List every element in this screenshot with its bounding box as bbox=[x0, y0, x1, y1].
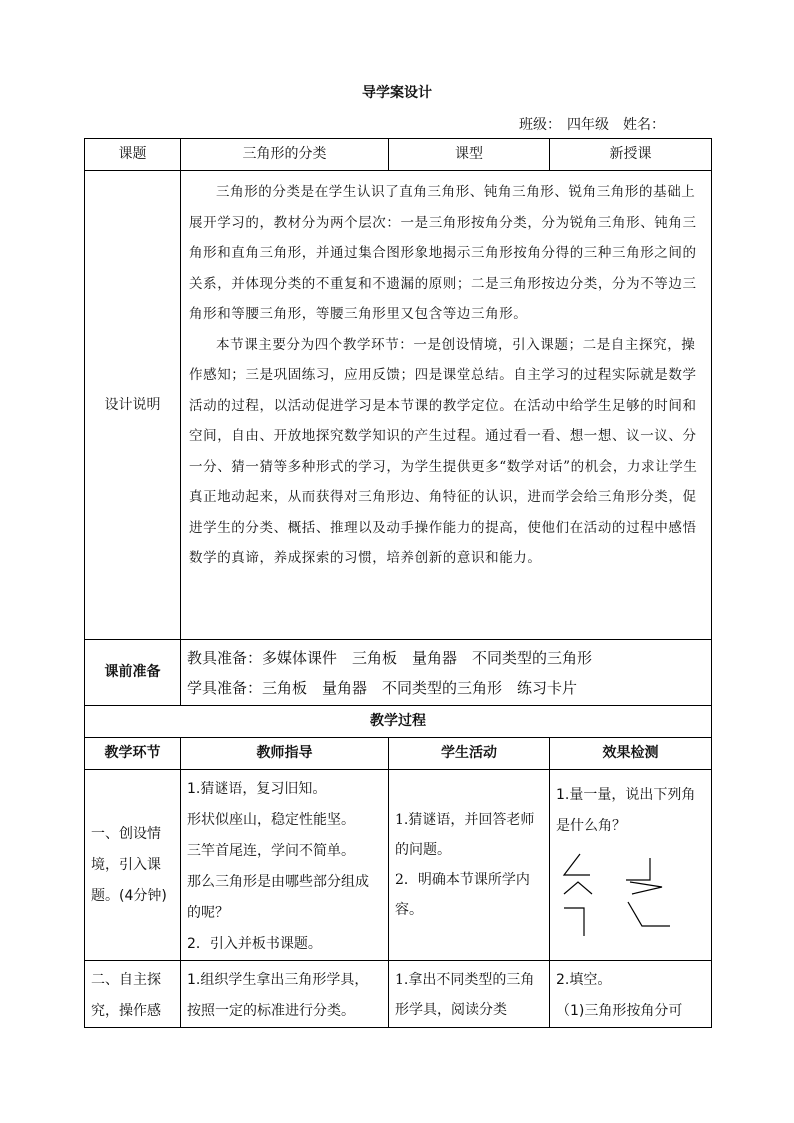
stage-1-row bbox=[85, 770, 712, 961]
check-fill-title: 2.填空。 bbox=[556, 972, 612, 988]
teacher-line: 三竿首尾连，学问不简单。 bbox=[187, 843, 355, 859]
topic-row bbox=[85, 139, 712, 171]
student-line: 2．明确本节课所学内容。 bbox=[395, 872, 530, 918]
stage-1-check bbox=[550, 770, 712, 961]
topic-value: 三角形的分类 bbox=[181, 139, 389, 171]
check-fill-item: （1)三角形按角分可 bbox=[556, 1003, 683, 1019]
student-line: 1.猜谜语，并回答老师的问题。 bbox=[395, 812, 535, 858]
class-name-line bbox=[519, 114, 665, 134]
process-title: 教学过程 bbox=[85, 706, 712, 738]
angle-figure bbox=[630, 882, 662, 894]
col-teacher: 教师指导 bbox=[181, 738, 389, 770]
topic-label: 课题 bbox=[85, 139, 181, 171]
angle-figure bbox=[564, 854, 590, 875]
design-row bbox=[85, 171, 712, 640]
teacher-line: 形状似座山，稳定性能坚。 bbox=[187, 812, 355, 828]
angle-drawings bbox=[556, 850, 706, 960]
stage-2-label: 二、自主探究，操作感 bbox=[85, 961, 181, 1028]
teacher-line: 1.猜谜语，复习旧知。 bbox=[187, 781, 327, 797]
stage-2-check bbox=[550, 961, 712, 1028]
check-question: 1.量一量，说出下列角是什么角？ bbox=[556, 787, 696, 834]
stage-2-row bbox=[85, 961, 712, 1028]
angle-figure bbox=[626, 858, 650, 880]
angle-figure bbox=[564, 882, 592, 894]
prep-teacher: 教具准备：多媒体课件 三角板 量角器 不同类型的三角形 bbox=[187, 648, 593, 667]
design-label: 设计说明 bbox=[85, 171, 181, 640]
teacher-line: 2．引入并板书课题。 bbox=[187, 936, 322, 952]
document-title: 导学案设计 bbox=[362, 85, 432, 101]
lesson-plan-table bbox=[84, 138, 712, 1028]
type-value: 新授课 bbox=[550, 139, 712, 171]
col-stage: 教学环节 bbox=[85, 738, 181, 770]
name-label: 姓名： bbox=[623, 117, 665, 133]
stage-2-teacher: 1.组织学生拿出三角形学具，按照一定的标准进行分类。 bbox=[181, 961, 389, 1028]
stage-1-student bbox=[389, 770, 550, 961]
prep-label: 课前准备 bbox=[85, 640, 181, 706]
design-paragraph-1: 三角形的分类是在学生认识了直角三角形、钝角三角形、锐角三角形的基础上展开学习的，教材分为两个层次：一是三角形按角分类，分为锐角三角形、钝角三角形和直角三角形，并通过集合图形象地揭示三角形按角分得的三种三角形之间的关系，并体现分类的不重复和不遗漏的原则；二是三角形按边分类，分为不等边三角形和等腰三角形，等腰三角形里又包含等边三角形。 bbox=[189, 184, 697, 322]
design-paragraph-2: 本节课主要分为四个教学环节：一是创设情境，引入课题；二是自主探究，操作感知；三是巩固练习，应用反馈；四是课堂总结。自主学习的过程实际就是数学活动的过程，以活动促进学习是本节课的教学定位。在活动中给学生足够的时间和空间，自由、开放地探究数学知识的产生过程。通过看一看、想一想、议一议、分一分、猜一猜等多种形式的学习，为学生提供更多“数学对话”的机会，力求让学生真正地动起来，从而获得对三角形边、角特征的认识，进而学会给三角形分类，促进学生的分类、概括、推理以及动手操作能力的提高，使他们在活动的过程中感悟数学的真谛，养成探索的习惯，培养创新的意识和能力。 bbox=[189, 336, 698, 566]
class-value: 四年级 bbox=[567, 117, 609, 133]
angle-figures bbox=[556, 850, 706, 960]
class-label: 班级： bbox=[519, 117, 561, 133]
process-title-row bbox=[85, 706, 712, 738]
angle-figure bbox=[564, 908, 584, 936]
col-student: 学生活动 bbox=[389, 738, 550, 770]
stage-1-label: 一、创设情境，引入课题。(4分钟) bbox=[85, 770, 181, 961]
design-text bbox=[181, 171, 712, 640]
prep-content bbox=[181, 640, 712, 706]
stage-1-teacher bbox=[181, 770, 389, 961]
col-check: 效果检测 bbox=[550, 738, 712, 770]
prep-student: 学具准备：三角板 量角器 不同类型的三角形 练习卡片 bbox=[187, 678, 578, 697]
teacher-line: 那么三角形是由哪些部分组成的呢？ bbox=[187, 874, 369, 921]
stage-2-student: 1.拿出不同类型的三角形学具，阅读分类 bbox=[389, 961, 550, 1028]
process-header-row bbox=[85, 738, 712, 770]
type-label: 课型 bbox=[389, 139, 550, 171]
prep-row bbox=[85, 640, 712, 706]
angle-figure bbox=[628, 902, 670, 926]
